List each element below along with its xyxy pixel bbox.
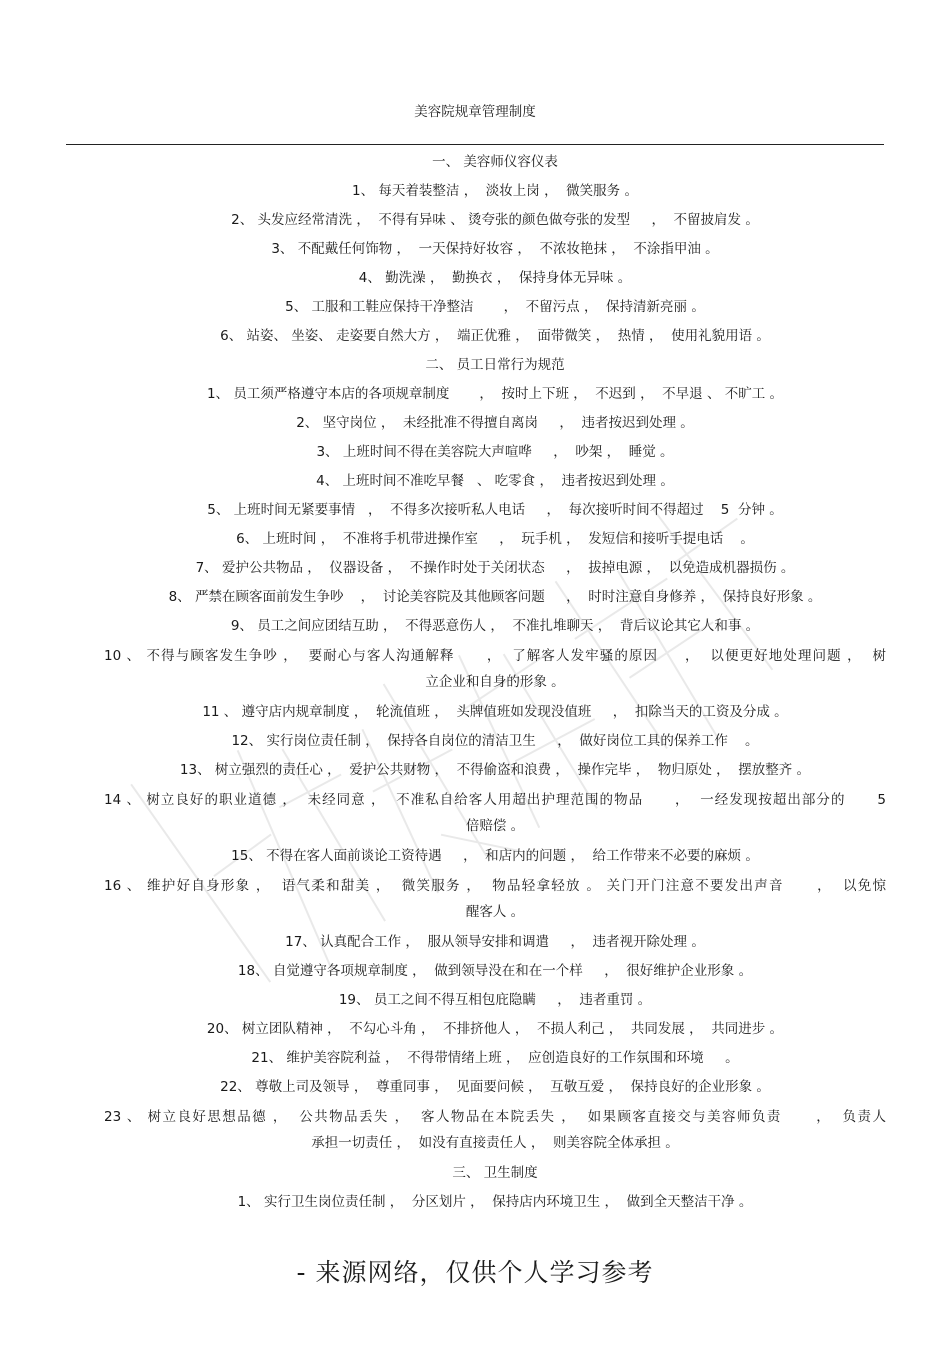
text-line: 6、 上班时间 ， 不准将手机带进操作室 ， 玩手机 ， 发短信和接听手提电话 。 [236, 531, 754, 547]
text-line: 2、 头发应经常清洗 ， 不得有异味 、 烫夸张的颜色做夸张的发型 ， 不留披肩发 。 [231, 212, 759, 228]
text-line: 8、 严禁在顾客面前发生争吵 ， 讨论美容院及其他顾客问题 ， 时时注意自身修养 ， 保持良好形象 。 [168, 589, 822, 605]
text-line: 1、 员工须严格遵守本店的各项规章制度 ， 按时上下班 ， 不迟到 ， 不早退 、 不旷工 。 [206, 386, 784, 402]
text-line: 1、 实行卫生岗位责任制 ， 分区划片 ， 保持店内环境卫生 ， 做到全天整洁干净 。 [237, 1194, 753, 1210]
footer-note: - 来源网络，仅供个人学习参考 [296, 1258, 654, 1287]
paragraph-line: 倍赔偿 。 [465, 818, 525, 834]
paragraph-line: 14 、 树立良好的职业道德 ， 未经同意 ， 不准私自给客人用超出护理范围的物品 ， 一经发现按超出部分的 5 [104, 792, 886, 808]
text-line: 19、 员工之间不得互相包庇隐瞒 ， 违者重罚 。 [338, 992, 652, 1008]
text-line: 11 、 遵守店内规章制度 ， 轮流值班 ， 头牌值班如发现没值班 ， 扣除当天的工资及分成 。 [202, 704, 788, 720]
text-line: 5、 上班时间无紧要事情 ， 不得多次接听私人电话 ， 每次接听时间不得超过 5 分钟 。 [207, 502, 783, 518]
paragraph-line: 16 、 维护好自身形象 ， 语气柔和甜美 ， 微笑服务 ， 物品轻拿轻放 。 关门开门注意不要发出声音 ， 以免惊 [104, 878, 886, 894]
text-line: 21、 维护美容院利益 ， 不得带情绪上班 ， 应创造良好的工作氛围和环境 。 [251, 1050, 739, 1066]
paragraph-line: 10 、 不得与顾客发生争吵 ， 要耐心与客人沟通解释 ， 了解客人发牢骚的原因 ， 以便更好地处理问题 ， 树 [104, 648, 886, 664]
paragraph-line: 立企业和自身的形象 。 [425, 674, 565, 690]
text-line: 4、 勤洗澡 ， 勤换衣 ， 保持身体无异味 。 [358, 270, 632, 286]
wrapped-paragraph [104, 871, 886, 928]
text-line: 5、 工服和工鞋应保持干净整洁 ， 不留污点 ， 保持清新亮丽 。 [285, 299, 705, 315]
document-body [104, 148, 886, 1217]
text-line: 4、 上班时间不准吃早餐 、 吃零食 ， 违者按迟到处理 。 [316, 473, 674, 489]
wrapped-paragraph [104, 641, 886, 698]
text-line: 二、 员工日常行为规范 [425, 357, 565, 373]
text-line: 6、 站姿、 坐姿、 走姿要自然大方 ， 端正优雅 ， 面带微笑 ， 热情 ， 使用礼貌用语 。 [220, 328, 770, 344]
text-line: 1、 每天着装整洁 ， 淡妆上岗 ， 微笑服务 。 [352, 183, 638, 199]
text-line: 一、 美容师仪容仪表 [432, 154, 558, 170]
text-line: 13、 树立强烈的责任心 ， 爱护公共财物 ， 不得偷盗和浪费 ， 操作完毕 ， 物归原处 ， 摆放整齐 。 [179, 762, 811, 778]
text-line: 3、 不配戴任何饰物 ， 一天保持好妆容 ， 不浓妆艳抹 ， 不涂指甲油 。 [271, 241, 719, 257]
text-line: 3、 上班时间不得在美容院大声喧哗 ， 吵架 ， 睡觉 。 [316, 444, 674, 460]
wrapped-paragraph [104, 1102, 886, 1159]
text-line: 15、 不得在客人面前谈论工资待遇 ， 和店内的问题 ， 给工作带来不必要的麻烦 。 [231, 848, 759, 864]
wrapped-paragraph [104, 785, 886, 842]
document-header-title: 美容院规章管理制度 [414, 104, 536, 120]
text-line: 12、 实行岗位责任制 ， 保持各自岗位的清洁卫生 ， 做好岗位工具的保养工作 。 [231, 733, 759, 749]
text-line: 三、 卫生制度 [452, 1165, 538, 1181]
text-line: 7、 爱护公共物品 ， 仪器设备 ， 不操作时处于关闭状态 ， 拔掉电源 ， 以免造成机器损伤 。 [195, 560, 795, 576]
header-divider [66, 144, 884, 145]
paragraph-line: 承担一切责任 ， 如没有直接责任人 ， 则美容院全体承担 。 [311, 1135, 679, 1151]
text-line: 22、 尊敬上司及领导 ， 尊重同事 ， 见面要问候 ， 互敬互爱 ， 保持良好的企业形象 。 [220, 1079, 770, 1095]
paragraph-line: 23 、 树立良好思想品德 ， 公共物品丢失 ， 客人物品在本院丢失 ， 如果顾客直接交与美容师负责 ， 负责人 [104, 1109, 886, 1125]
text-line: 2、 坚守岗位 ， 未经批准不得擅自离岗 ， 违者按迟到处理 。 [296, 415, 694, 431]
paragraph-line: 醒客人 。 [465, 904, 525, 920]
text-line: 9、 员工之间应团结互助 ， 不得恶意伤人 ， 不准扎堆聊天 ， 背后议论其它人和事 。 [230, 618, 760, 634]
text-line: 18、 自觉遵守各项规章制度 ， 做到领导没在和在一个样 ， 很好维护企业形象 。 [237, 963, 753, 979]
text-line: 20、 树立团队精神 ， 不勾心斗角 ， 不排挤他人 ， 不损人利己 ， 共同发展 ， 共同进步 。 [206, 1021, 784, 1037]
text-line: 17、 认真配合工作 ， 服从领导安排和调遣 ， 违者视开除处理 。 [285, 934, 705, 950]
